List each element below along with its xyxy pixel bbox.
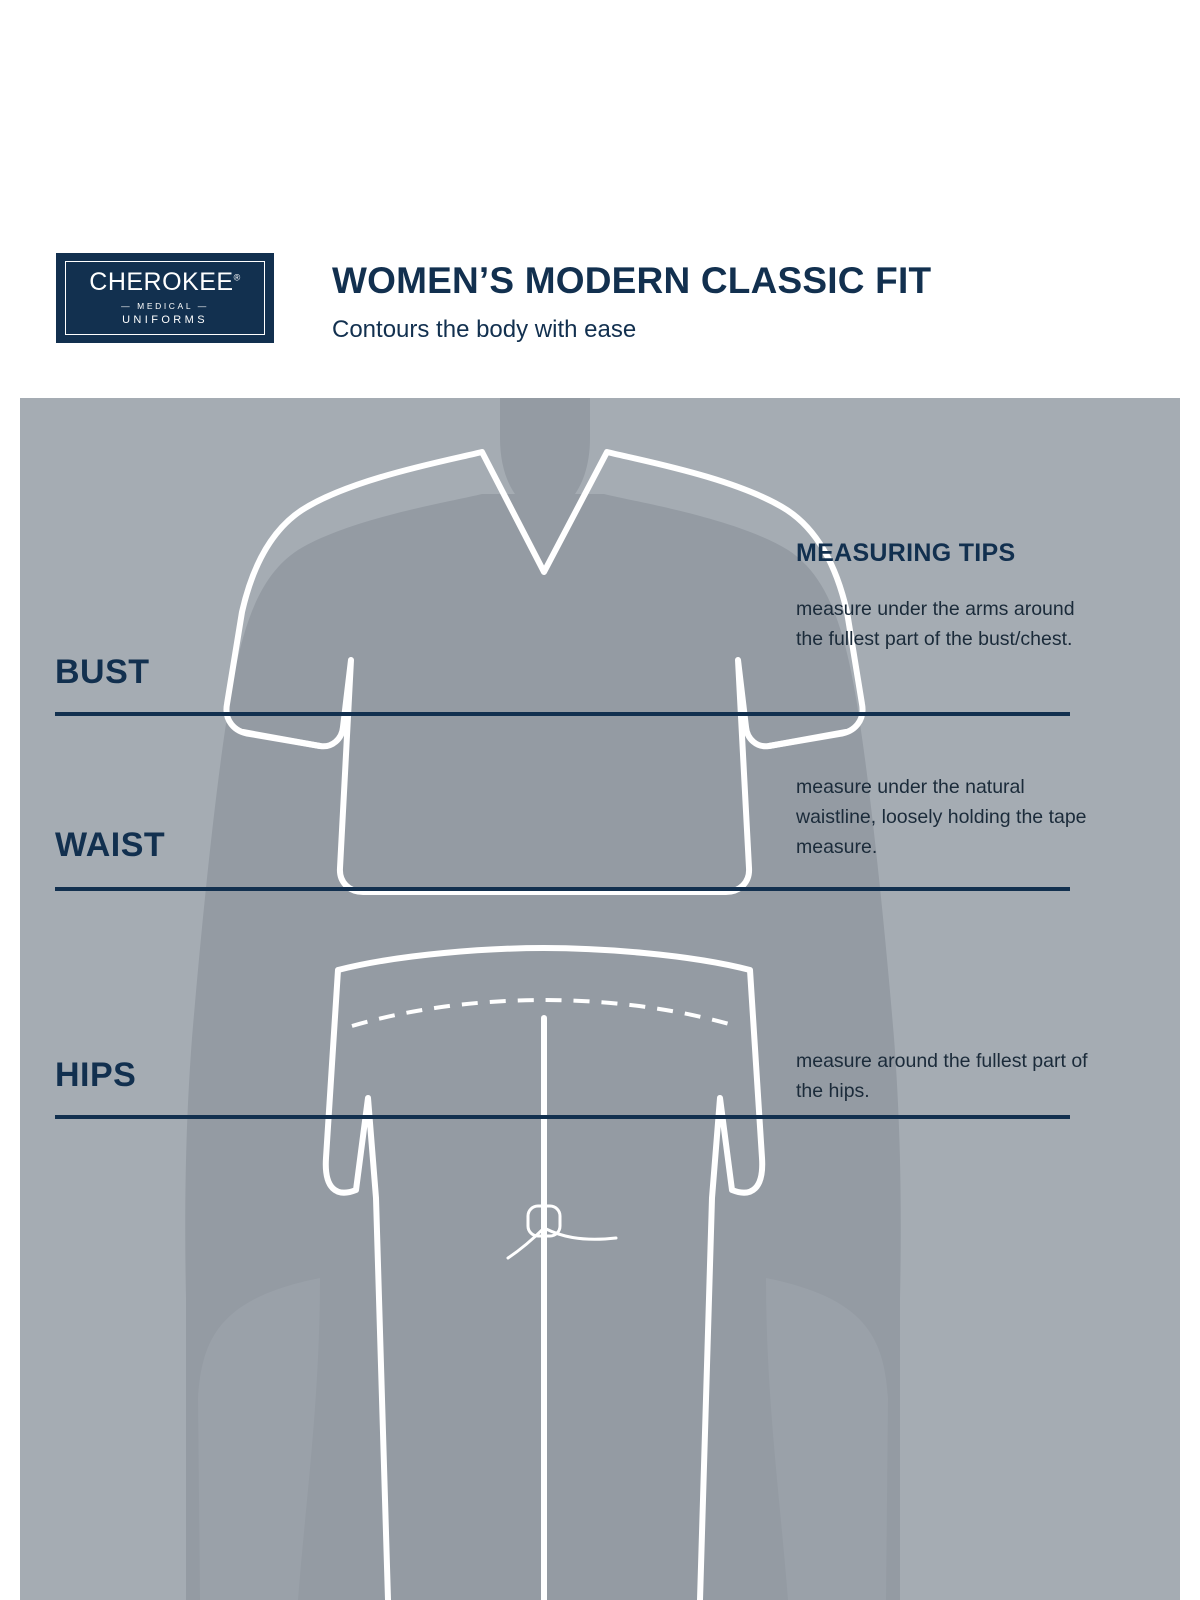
fit-diagram-panel: [20, 398, 1180, 1600]
tip-bust: measure under the arms around the fullest part of the bust/chest.: [796, 598, 1075, 650]
body-figure-illustration: [20, 398, 1180, 1600]
page-title: WOMEN’S MODERN CLASSIC FIT: [332, 260, 932, 301]
tip-hips: measure around the fullest part of the hips.: [796, 1050, 1088, 1102]
tip-waist: measure under the natural waistline, loosely holding the tape measure.: [796, 776, 1087, 858]
brand-logo-inner: [65, 261, 265, 335]
brand-tagline-medical: — MEDICAL —: [121, 301, 209, 311]
label-hips: HIPS: [55, 1056, 137, 1094]
brand-logo: [56, 253, 274, 343]
brand-tagline-uniforms: UNIFORMS: [122, 314, 208, 326]
brand-name-text: CHEROKEE: [89, 268, 234, 296]
registered-mark: ®: [233, 272, 241, 283]
measure-line-hips: [55, 1115, 1070, 1119]
measure-line-bust: [55, 712, 1070, 716]
measuring-tips-heading: MEASURING TIPS: [796, 539, 1016, 567]
header: [0, 228, 1200, 398]
label-waist: WAIST: [55, 826, 166, 864]
measure-line-waist: [55, 887, 1070, 891]
label-bust: BUST: [55, 653, 150, 691]
page-subtitle: Contours the body with ease: [332, 316, 637, 343]
brand-name: [89, 270, 240, 295]
